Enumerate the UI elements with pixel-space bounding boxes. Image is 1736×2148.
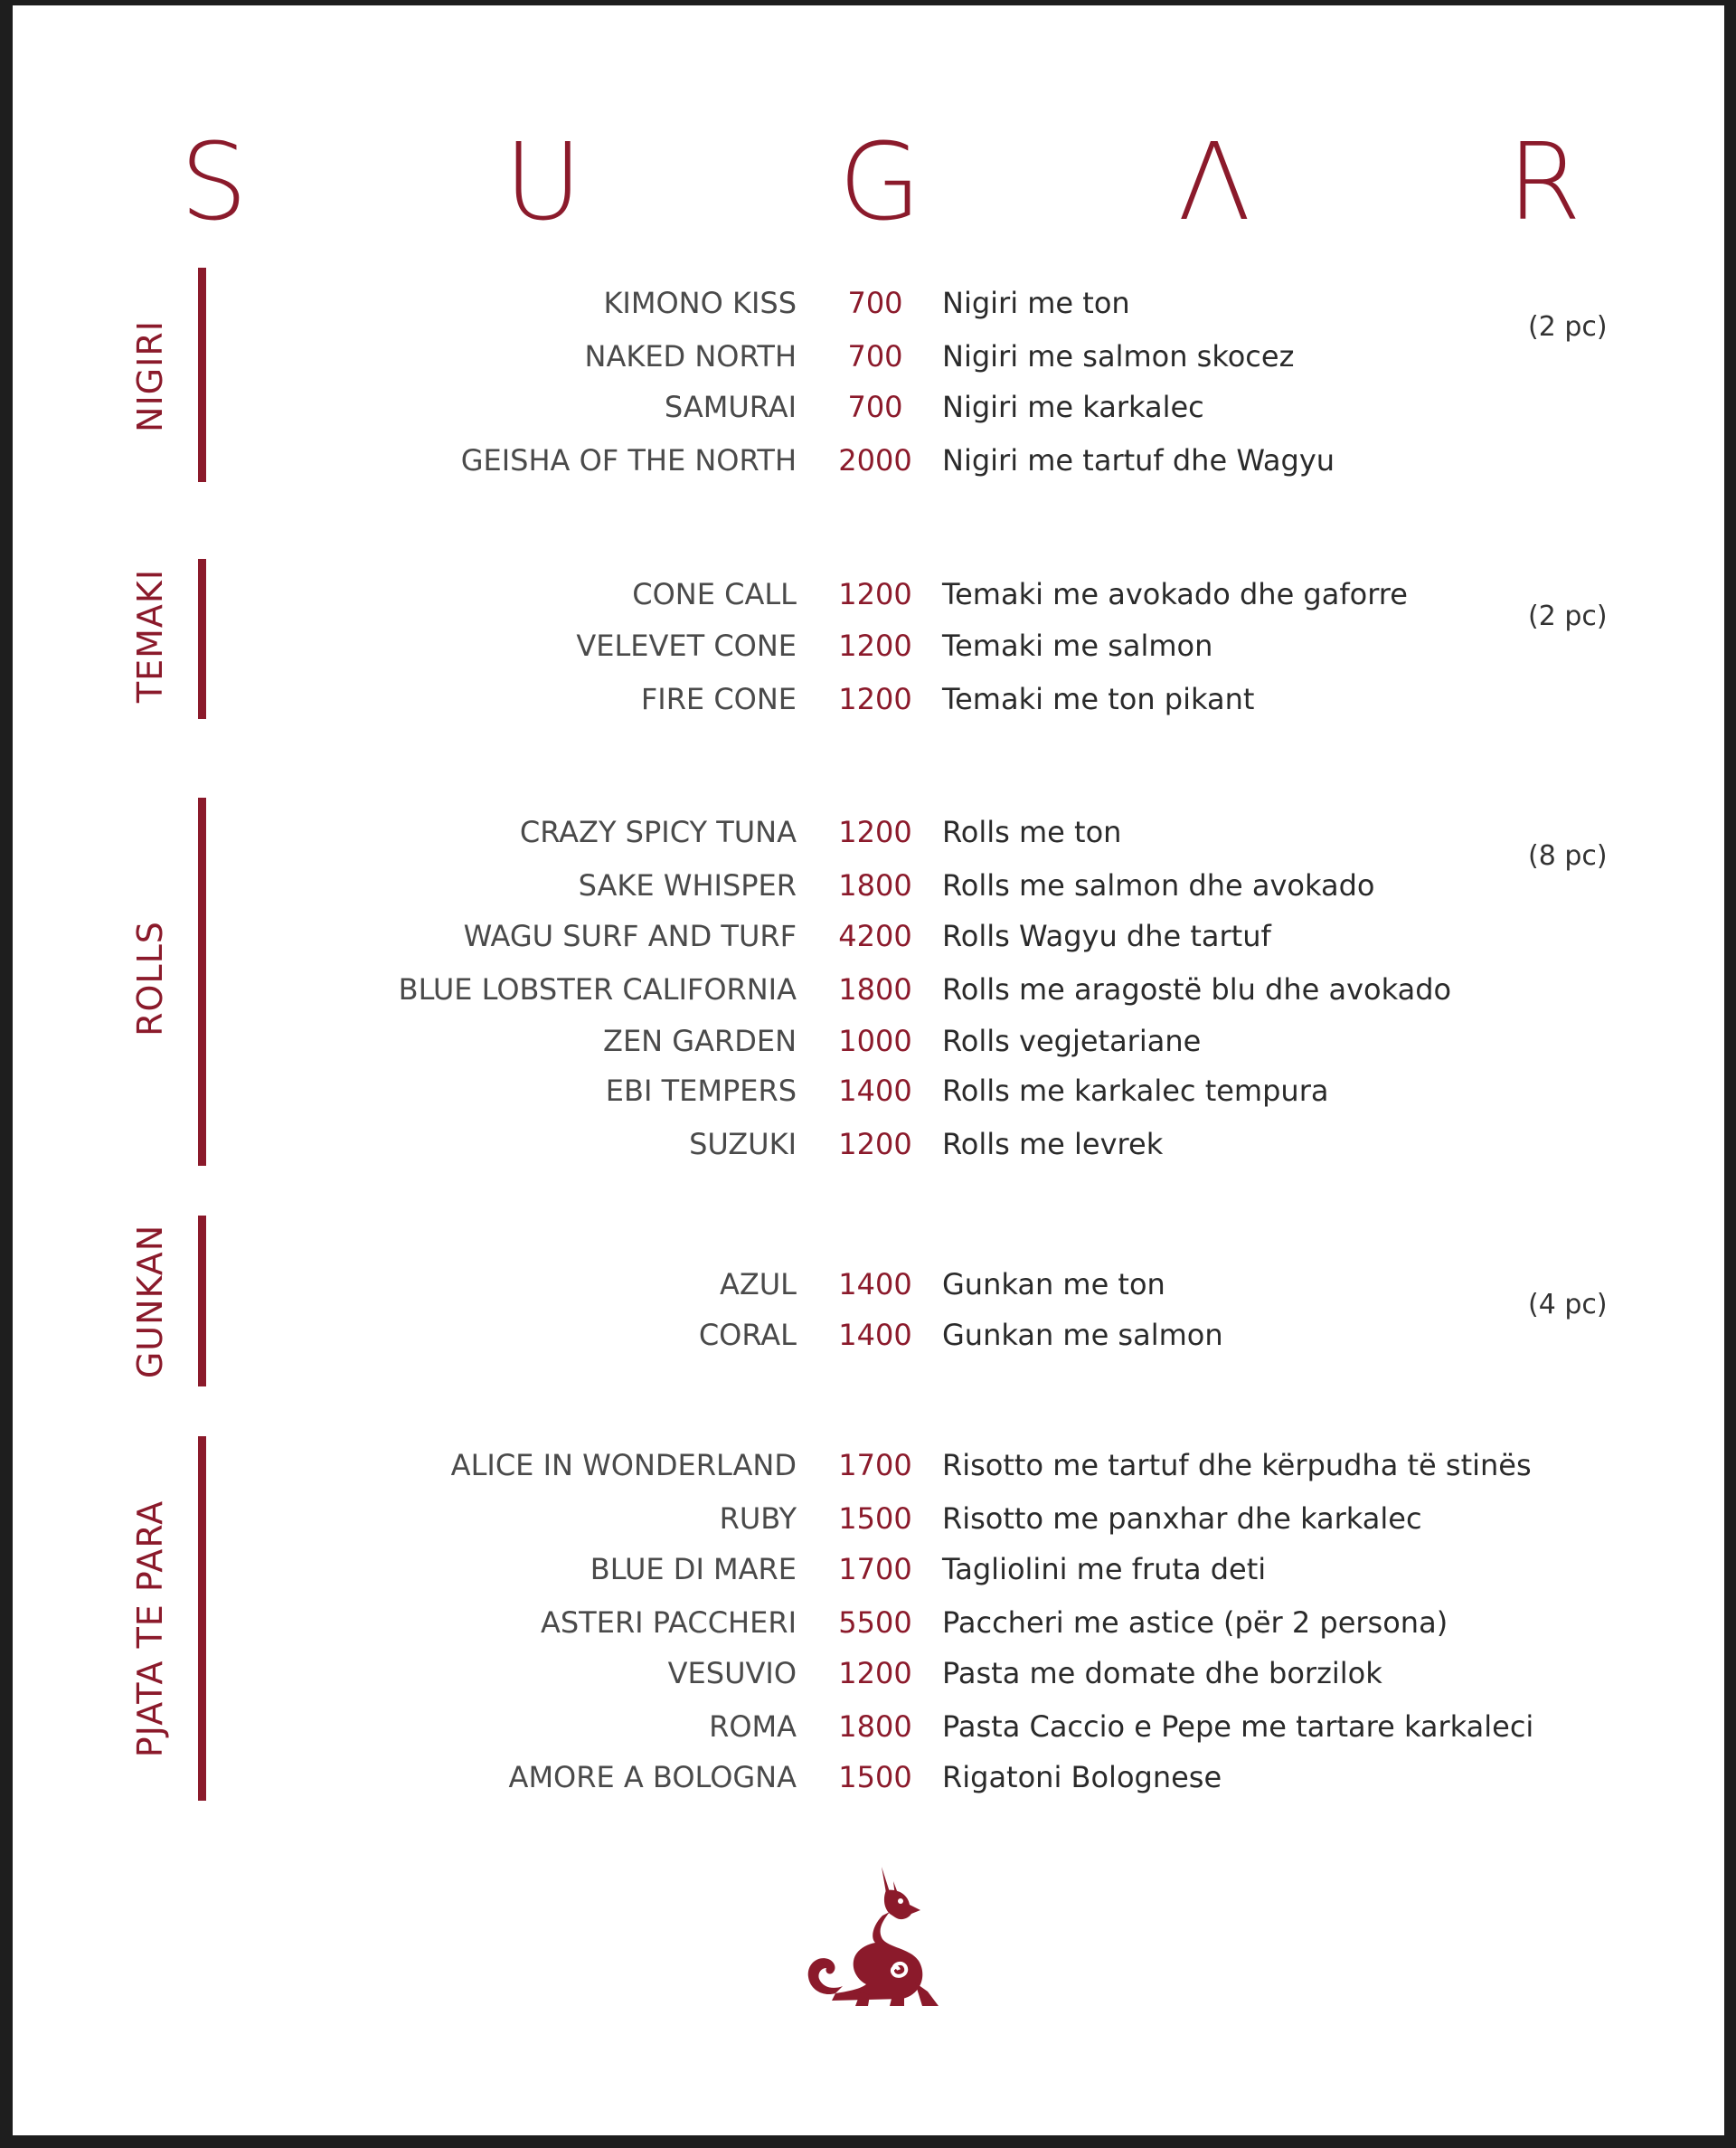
menu-item [13, 277, 1724, 329]
item-name: NAKED NORTH [584, 339, 797, 374]
item-desc: Pasta Caccio e Pepe me tartare karkaleci [942, 1709, 1534, 1744]
item-price: 1500 [838, 1760, 912, 1794]
item-name: EBI TEMPERS [605, 1074, 797, 1108]
menu-item [13, 330, 1724, 383]
item-price: 1500 [838, 1501, 912, 1536]
logo-letter: R [1506, 119, 1581, 244]
item-name: BLUE LOBSTER CALIFORNIA [398, 972, 797, 1007]
item-name: FIRE CONE [640, 682, 797, 716]
item-name: ROMA [709, 1709, 797, 1744]
item-price: 1200 [838, 1127, 912, 1161]
menu-item [13, 1700, 1724, 1753]
item-name: VESUVIO [667, 1656, 797, 1690]
item-desc: Nigiri me karkalec [942, 390, 1204, 424]
item-name: AMORE A BOLOGNA [508, 1760, 797, 1794]
section-title: PJATA TE PARA [130, 1500, 170, 1758]
logo-letter: Λ [1177, 119, 1251, 244]
item-price: 1800 [838, 1709, 912, 1744]
item-desc: Risotto me tartuf dhe kërpudha të stinës [942, 1448, 1532, 1482]
item-desc: Rolls vegjetariane [942, 1024, 1202, 1058]
item-desc: Nigiri me ton [942, 286, 1130, 320]
item-name: ZEN GARDEN [603, 1024, 797, 1058]
item-price: 1200 [838, 629, 912, 663]
item-desc: Rolls Wagyu dhe tartuf [942, 919, 1271, 953]
menu-item [13, 1596, 1724, 1649]
item-price: 1200 [838, 682, 912, 716]
item-desc: Rolls me ton [942, 815, 1122, 849]
portion-note: (4 pc) [1528, 1289, 1608, 1320]
menu-item [13, 568, 1724, 620]
item-name: RUBY [719, 1501, 797, 1536]
item-desc: Rolls me salmon dhe avokado [942, 868, 1375, 903]
menu-item [13, 1258, 1724, 1311]
menu-item [13, 381, 1724, 433]
item-desc: Nigiri me salmon skocez [942, 339, 1295, 374]
portion-note: (2 pc) [1528, 311, 1608, 343]
item-desc: Paccheri me astice (për 2 persona) [942, 1605, 1448, 1640]
item-name: SAMURAI [664, 390, 797, 424]
item-desc: Temaki me salmon [942, 629, 1213, 663]
item-name: BLUE DI MARE [590, 1552, 797, 1586]
item-desc: Risotto me panxhar dhe karkalec [942, 1501, 1422, 1536]
menu-item [13, 1309, 1724, 1361]
item-price: 1700 [838, 1448, 912, 1482]
item-price: 1400 [838, 1318, 912, 1352]
item-price: 1700 [838, 1552, 912, 1586]
item-price: 5500 [838, 1605, 912, 1640]
item-name: ALICE IN WONDERLAND [450, 1448, 797, 1482]
item-name: SUZUKI [689, 1127, 797, 1161]
item-price: 1000 [838, 1024, 912, 1058]
section-title: NIGIRI [130, 320, 170, 432]
menu-item [13, 1751, 1724, 1803]
item-desc: Temaki me ton pikant [942, 682, 1255, 716]
menu-item [13, 673, 1724, 725]
menu-item [13, 963, 1724, 1016]
item-name: CORAL [698, 1318, 797, 1352]
item-name: CRAZY SPICY TUNA [519, 815, 797, 849]
menu-item [13, 859, 1724, 912]
item-price: 1800 [838, 972, 912, 1007]
item-name: VELEVET CONE [576, 629, 797, 663]
menu-item [13, 1065, 1724, 1117]
item-price: 700 [847, 286, 903, 320]
item-price: 1200 [838, 1656, 912, 1690]
item-name: SAKE WHISPER [578, 868, 797, 903]
item-desc: Rigatoni Bolognese [942, 1760, 1222, 1794]
logo-letter: U [504, 119, 582, 244]
item-price: 1400 [838, 1267, 912, 1301]
menu-item [13, 434, 1724, 487]
menu-item [13, 910, 1724, 962]
item-desc: Nigiri me tartuf dhe Wagyu [942, 443, 1335, 478]
section-title: TEMAKI [130, 568, 170, 704]
item-price: 700 [847, 339, 903, 374]
item-desc: Rolls me karkalec tempura [942, 1074, 1329, 1108]
item-name: WAGU SURF AND TURF [463, 919, 797, 953]
portion-note: (8 pc) [1528, 840, 1608, 872]
menu-item [13, 1543, 1724, 1595]
item-desc: Rolls me levrek [942, 1127, 1164, 1161]
menu-item [13, 1015, 1724, 1067]
item-name: ASTERI PACCHERI [540, 1605, 797, 1640]
item-name: KIMONO KISS [603, 286, 797, 320]
item-name: GEISHA OF THE NORTH [460, 443, 797, 478]
item-desc: Pasta me domate dhe borzilok [942, 1656, 1382, 1690]
portion-note: (2 pc) [1528, 601, 1608, 632]
item-price: 700 [847, 390, 903, 424]
item-name: AZUL [719, 1267, 797, 1301]
item-price: 2000 [838, 443, 912, 478]
item-price: 1400 [838, 1074, 912, 1108]
item-desc: Gunkan me ton [942, 1267, 1165, 1301]
menu-item [13, 1647, 1724, 1699]
logo-letter: S [180, 119, 248, 244]
item-name: CONE CALL [632, 577, 797, 611]
menu-page [13, 5, 1724, 2135]
dragon-icon [796, 1865, 949, 2010]
brand-logo [180, 119, 1581, 244]
item-price: 1200 [838, 577, 912, 611]
item-desc: Rolls me aragostë blu dhe avokado [942, 972, 1452, 1007]
item-price: 1200 [838, 815, 912, 849]
menu-item [13, 806, 1724, 858]
item-desc: Tagliolini me fruta deti [942, 1552, 1267, 1586]
menu-item [13, 620, 1724, 672]
item-desc: Gunkan me salmon [942, 1318, 1223, 1352]
menu-item [13, 1118, 1724, 1170]
section-title: GUNKAN [130, 1224, 170, 1379]
logo-letter: G [838, 119, 921, 244]
section-title: ROLLS [130, 921, 170, 1036]
item-desc: Temaki me avokado dhe gaforre [942, 577, 1408, 611]
menu-item [13, 1439, 1724, 1491]
item-price: 1800 [838, 868, 912, 903]
item-price: 4200 [838, 919, 912, 953]
menu-item [13, 1492, 1724, 1545]
